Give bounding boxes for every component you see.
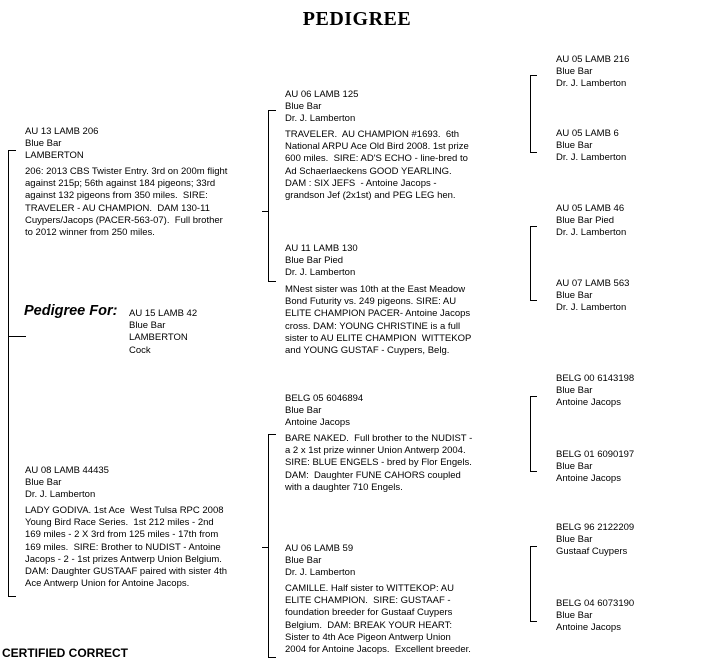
great-grandparent-band: AU 05 LAMB 216 <box>556 54 630 65</box>
grandparent-band: AU 06 LAMB 125 <box>285 89 359 100</box>
bracket-sire-parents <box>268 110 269 281</box>
great-grandparent-color: Blue Bar <box>556 290 593 302</box>
great-grandparent-breeder: Dr. J. Lamberton <box>556 302 627 314</box>
bracket-gg-3-4 <box>530 226 531 300</box>
bracket-tick <box>268 657 276 658</box>
great-grandparent-breeder: Dr. J. Lamberton <box>556 78 627 90</box>
great-grandparent-color: Blue Bar <box>556 385 593 397</box>
bracket-tick <box>268 110 276 111</box>
great-grandparent-band: AU 07 LAMB 563 <box>556 278 630 289</box>
sire-band: AU 13 LAMB 206 <box>25 126 99 137</box>
great-grandparent-4 <box>556 278 629 315</box>
bracket-tick <box>530 621 537 622</box>
great-grandparent-6 <box>556 449 634 486</box>
bracket-tick <box>530 300 537 301</box>
grandparent-1-info <box>285 89 358 126</box>
great-grandparent-breeder: Dr. J. Lamberton <box>556 227 627 239</box>
bracket-tick <box>268 434 276 435</box>
great-grandparent-breeder: Antoine Jacops <box>556 473 621 485</box>
subject-band: AU 15 LAMB 42 <box>129 308 198 319</box>
grandparent-1-notes: TRAVELER. AU CHAMPION #1693. 6th National ARPU Ace Old Bird 2008. 1st prize 600 miles. SIRE: AD'S ECHO - line-bred to Ad Schaerlaeckens GOOD YEARLING. DAM : SIX JEFS - Antoine Jacops - grandson Jef (2x1st) and PEG LEG hen. <box>285 129 469 202</box>
great-grandparent-color: Blue Bar Pied <box>556 215 615 227</box>
great-grandparent-band: AU 05 LAMB 46 <box>556 203 625 214</box>
great-grandparent-breeder: Dr. J. Lamberton <box>556 152 627 164</box>
great-grandparent-breeder: Antoine Jacops <box>556 622 621 634</box>
great-grandparent-color: Blue Bar <box>556 140 593 152</box>
grandparent-4-info <box>285 543 355 580</box>
bracket-gg-7-8 <box>530 546 531 621</box>
sire-notes: 206: 2013 CBS Twister Entry. 3rd on 200m flight against 215p; 56th against 184 pigeons; 33rd against 132 pigeons from 350 miles. SIRE: TRAVELER - AU CHAMPION. DAM 130-11 Cuypers/Jacops (PACER-563-07). Full brother to 2012 winner from 250 miles. <box>25 166 228 239</box>
grandparent-3-notes: BARE NAKED. Full brother to the NUDIST - a 2 x 1st prize winner Union Antwerp 2004. SIRE: BLUE ENGELS - bred by Flor Engels. DAM: Daughter FUNE CAHORS coupled with a daughter 710 Engels. <box>285 433 473 493</box>
great-grandparent-color: Blue Bar <box>556 461 593 473</box>
bracket-sire-dam <box>8 150 9 596</box>
bracket-tick <box>530 152 537 153</box>
great-grandparent-band: BELG 01 6090197 <box>556 449 635 460</box>
bracket-tick <box>530 471 537 472</box>
grandparent-color: Blue Bar Pied <box>285 255 344 267</box>
bracket-gg-1-2 <box>530 75 531 152</box>
great-grandparent-2 <box>556 128 626 165</box>
bracket-dam-tick <box>8 596 16 597</box>
great-grandparent-band: BELG 04 6073190 <box>556 598 635 609</box>
bracket-tick <box>530 396 537 397</box>
subject-sex: Cock <box>129 344 151 356</box>
great-grandparent-color: Blue Bar <box>556 66 593 78</box>
subject-info <box>129 308 197 357</box>
great-grandparent-band: BELG 96 2122209 <box>556 522 635 533</box>
grandparent-2-info <box>285 243 358 280</box>
dam-color: Blue Bar <box>25 477 62 489</box>
dam-band: AU 08 LAMB 44435 <box>25 465 109 476</box>
dam-info <box>25 465 109 502</box>
great-grandparent-color: Blue Bar <box>556 610 593 622</box>
dam-notes: LADY GODIVA. 1st Ace West Tulsa RPC 2008 Young Bird Race Series. 1st 212 miles - 2nd 169 miles - 2 X 3rd from 125 miles - 17th from 169 miles. SIRE: Brother to NUDIST - Antoine Jacops - 2 - 1st prizes Antwerp Union Belgium. DAM: Daughter GUSTAAF paired with sister 4th Ace Antwerp Union for Antoine Jacops. <box>25 505 228 590</box>
page-title: PEDIGREE <box>302 8 412 30</box>
grandparent-breeder: Dr. J. Lamberton <box>285 267 356 279</box>
great-grandparent-8 <box>556 598 634 635</box>
certified-correct: CERTIFIED CORRECT <box>2 646 128 660</box>
sire-color: Blue Bar <box>25 138 62 150</box>
grandparent-breeder: Antoine Jacops <box>285 417 350 429</box>
grandparent-color: Blue Bar <box>285 555 322 567</box>
bracket-tick <box>262 211 269 212</box>
bracket-subject-tick <box>8 336 26 337</box>
great-grandparent-5 <box>556 373 634 410</box>
grandparent-4-notes: CAMILLE. Half sister to WITTEKOP: AU ELITE CHAMPION. SIRE: GUSTAAF - foundation breeder for Gustaaf Cuypers Belgium. DAM: BREAK YOUR HEART: Sister to 4th Ace Pigeon Antwerp Union 2004 for Antoine Jacops. Excellent breeder. <box>285 583 471 656</box>
great-grandparent-band: AU 05 LAMB 6 <box>556 128 619 139</box>
great-grandparent-breeder: Antoine Jacops <box>556 397 621 409</box>
great-grandparent-7 <box>556 522 634 559</box>
great-grandparent-3 <box>556 203 626 240</box>
bracket-tick <box>262 547 269 548</box>
grandparent-band: AU 11 LAMB 130 <box>285 243 358 254</box>
bracket-sire-tick <box>8 150 16 151</box>
great-grandparent-band: BELG 00 6143198 <box>556 373 635 384</box>
bracket-tick <box>530 546 537 547</box>
bracket-dam-parents <box>268 434 269 657</box>
bracket-tick <box>530 226 537 227</box>
great-grandparent-1 <box>556 54 629 91</box>
dam-breeder: Dr. J. Lamberton <box>25 489 96 501</box>
pedigree-for-label: Pedigree For: <box>24 303 118 319</box>
grandparent-3-info <box>285 393 363 430</box>
sire-info <box>25 126 98 163</box>
great-grandparent-breeder: Gustaaf Cuypers <box>556 546 628 558</box>
grandparent-breeder: Dr. J. Lamberton <box>285 113 356 125</box>
bracket-tick <box>530 75 537 76</box>
sire-breeder: LAMBERTON <box>25 150 84 162</box>
bracket-gg-5-6 <box>530 396 531 471</box>
grandparent-color: Blue Bar <box>285 101 322 113</box>
grandparent-2-notes: MNest sister was 10th at the East Meadow Bond Futurity vs. 249 pigeons. SIRE: AU ELITE CHAMPION PACER- Antoine Jacops cross. DAM: YOUNG CHRISTINE is a full sister to AU ELITE CHAMPION WITTEKOP and YOUNG GUSTAF - Cuypers, Belg. <box>285 284 472 357</box>
great-grandparent-color: Blue Bar <box>556 534 593 546</box>
grandparent-band: AU 06 LAMB 59 <box>285 543 354 554</box>
grandparent-color: Blue Bar <box>285 405 322 417</box>
subject-color: Blue Bar <box>129 320 166 332</box>
bracket-tick <box>268 281 276 282</box>
subject-breeder: LAMBERTON <box>129 332 188 344</box>
grandparent-breeder: Dr. J. Lamberton <box>285 567 356 579</box>
grandparent-band: BELG 05 6046894 <box>285 393 364 404</box>
